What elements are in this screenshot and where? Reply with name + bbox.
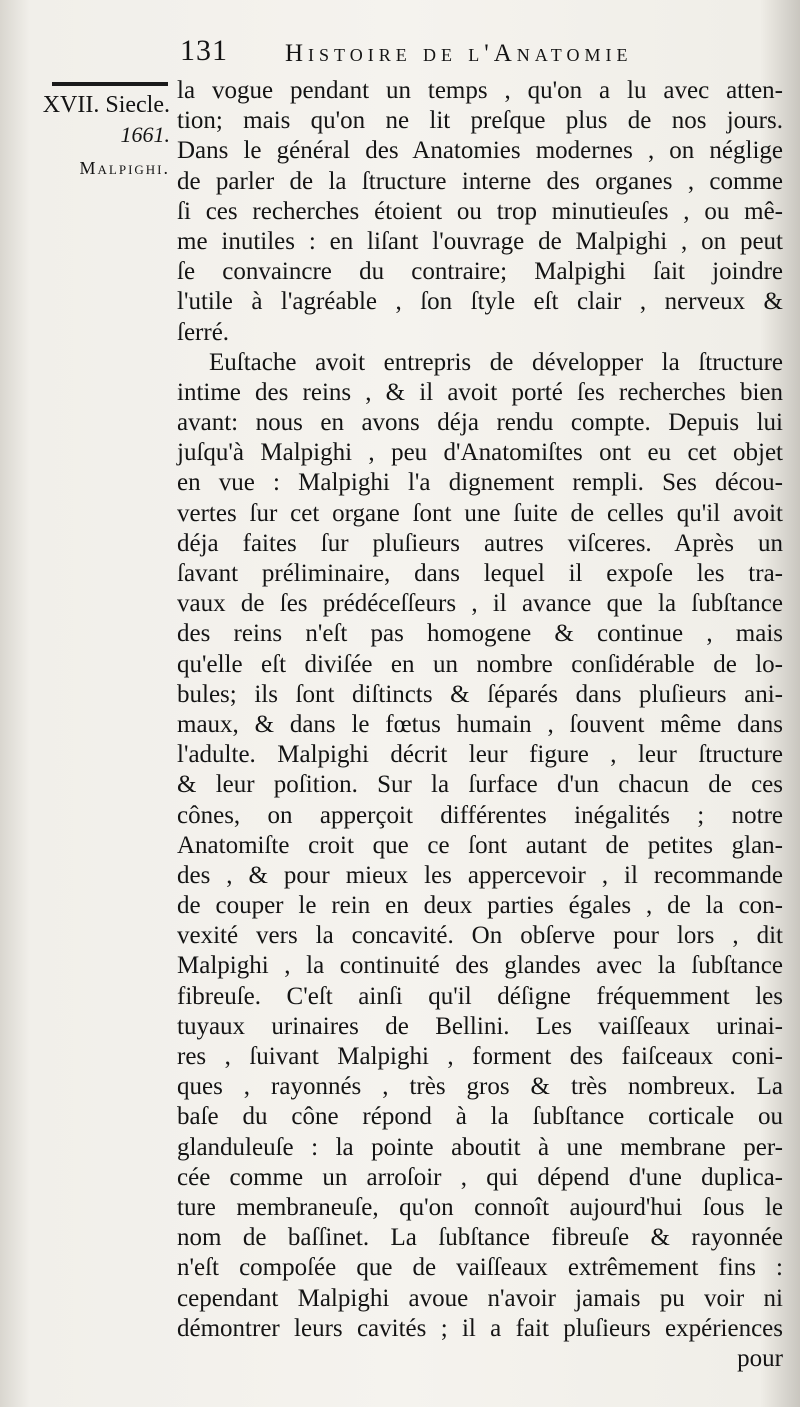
text-line: l'utile à l'agréable , ſon ſtyle eſt clair , nerveux & (177, 288, 783, 316)
margin-rule (52, 82, 168, 86)
text-line: n'eſt compoſée que de vaiſſeaux extrêmement fins : (177, 1254, 783, 1282)
text-line: ture membraneuſe, qu'on connoît aujourd'hui ſous le (177, 1193, 783, 1221)
text-line: ſerré. (177, 318, 230, 346)
text-line: Malpighi , la continuité des glandes avec la ſubſtance (177, 952, 783, 980)
paragraph-start-line: Euſtache avoit entrepris de développer la ſtructure (209, 348, 783, 376)
margin-note-name: Malpighi. (79, 158, 170, 178)
text-line: Anatomiſte croit que ce ſont autant de petites glan- (177, 831, 783, 859)
text-line: de parler de la ſtructure interne des organes , comme (177, 167, 783, 195)
text-line: juſqu'à Malpighi , peu d'Anatomiſtes ont eu cet objet (177, 439, 783, 467)
text-line: cée comme un arroſoir , qui dépend d'une duplica- (177, 1163, 783, 1191)
text-line: tion; mais qu'on ne lit preſque plus de nos jours. (177, 107, 783, 135)
text-line: qu'elle eſt diviſée en un nombre conſidérable de lo- (177, 650, 783, 678)
text-line: res , ſuivant Malpighi , forment des faiſceaux coni- (177, 1043, 783, 1070)
text-line: me inutiles : en liſant l'ouvrage de Malpighi , on peut (177, 227, 783, 255)
text-line: baſe du cône répond à la ſubſtance corticale ou (177, 1103, 783, 1131)
text-line: avant: nous en avons déja rendu compte. Depuis lui (177, 409, 783, 437)
text-line: Dans le général des Anatomies modernes , on néglige (177, 137, 783, 165)
text-line: ſe convaincre du contraire; Malpighi ſait joindre (177, 258, 783, 286)
text-line: maux, & dans le fœtus humain , ſouvent même dans (177, 710, 783, 738)
text-line: ſavant préliminaire, dans lequel il expoſe les tra- (177, 560, 783, 587)
text-line: déja faites ſur pluſieurs autres viſceres. Après un (177, 529, 783, 557)
text-line: intime des reins , & il avoit porté ſes recherches bien (177, 378, 783, 406)
text-line: de couper le rein en deux parties égales , de la con- (177, 892, 783, 920)
text-line: nom de baſſinet. La ſubſtance fibreuſe & rayonnée (177, 1224, 783, 1252)
text-line: la vogue pendant un temps , qu'on a lu avec atten- (177, 77, 783, 104)
text-line: l'adulte. Malpighi décrit leur figure , leur ſtructure (177, 741, 783, 769)
text-line: cônes, on apperçoit différentes inégalités ; notre (177, 801, 783, 829)
text-line: vertes ſur cet organe ſont une ſuite de celles qu'il avoit (177, 499, 783, 527)
text-line: ſi ces recherches étoient ou trop minutieuſes , ou mê- (177, 197, 783, 225)
text-line: vaux de ſes prédéceſſeurs , il avance que la ſubſtance (177, 590, 783, 618)
text-line: vexité vers la concavité. On obſerve pour lors , dit (177, 922, 783, 950)
text-line: & leur poſition. Sur la ſurface d'un chacun de ces (177, 771, 783, 799)
margin-note-century: XVII. Siecle. (42, 92, 170, 118)
catchword: pour (737, 1344, 783, 1372)
running-title: Histoire de l'Anatomie (285, 40, 633, 67)
running-header (180, 34, 780, 74)
text-line: en vue : Malpighi l'a dignement rempli. Ses décou- (177, 469, 783, 497)
page-number: 131 (180, 34, 228, 67)
text-line: bules; ils ſont diſtincts & ſéparés dans pluſieurs ani- (177, 680, 783, 708)
text-line: des , & pour mieux les appercevoir , il recommande (177, 861, 783, 889)
body-text (177, 76, 783, 1374)
margin-note-year: 1661. (120, 122, 170, 147)
text-line: ques , rayonnés , très gros & très nombreux. La (177, 1073, 783, 1101)
text-line: démontrer leurs cavités ; il a fait pluſieurs expériences (177, 1314, 783, 1342)
text-line: des reins n'eſt pas homogene & continue , mais (177, 620, 783, 648)
text-line: tuyaux urinaires de Bellini. Les vaiſſeaux urinai- (177, 1012, 783, 1040)
text-line: glanduleuſe : la pointe aboutit à une membrane per- (177, 1133, 783, 1161)
text-line: fibreuſe. C'eſt ainſi qu'il déſigne fréquemment les (177, 982, 783, 1010)
text-line: cependant Malpighi avoue n'avoir jamais pu voir ni (177, 1284, 783, 1312)
